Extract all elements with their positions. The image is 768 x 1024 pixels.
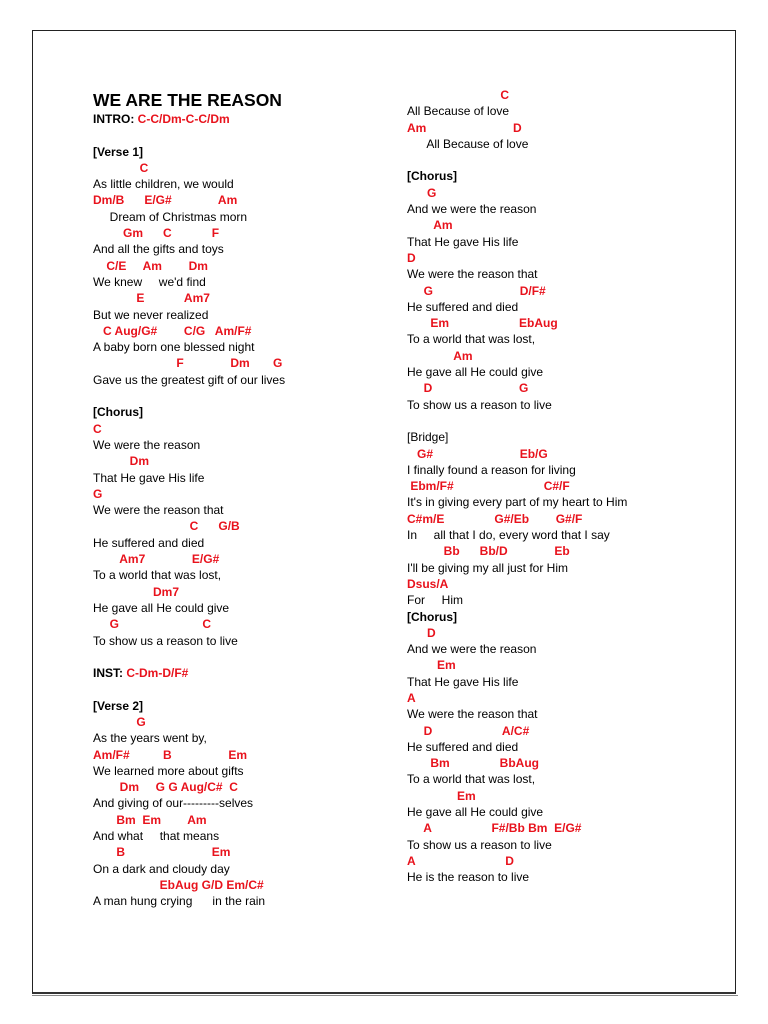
blank-line (93, 127, 393, 143)
lyric-line: As the years went by, (93, 731, 207, 746)
chord-line: Dsus/A (407, 576, 449, 591)
lyric-line: But we never realized (93, 307, 209, 322)
chord-line: Dm7 (93, 584, 180, 599)
chord-line: D (407, 250, 416, 265)
chord-line: C (93, 160, 149, 175)
left-column-lines (93, 111, 393, 910)
chord-line: A D (407, 853, 514, 868)
chord-line: A (407, 690, 416, 705)
blank-line (407, 152, 737, 168)
chord-line: EbAug G/D Em/C# (93, 877, 264, 892)
lyric-line: And what that means (93, 829, 220, 844)
lyric-line: All Because of love (407, 104, 510, 119)
lyric-line: He suffered and died (93, 535, 205, 550)
lyric-line: We were the reason that (93, 503, 224, 518)
chord-line: Bm Em Am (93, 812, 207, 827)
chord-line: Bm BbAug (407, 756, 540, 771)
chord-line: C (407, 88, 510, 102)
chord-line: Em (407, 658, 456, 673)
chord-line: Bb Bb/D Eb (407, 544, 570, 559)
lyric-line: And we were the reason (407, 642, 537, 657)
chord-line: D G (407, 381, 529, 396)
lyric-line: All Because of love (407, 136, 529, 151)
chord-line: Am (407, 218, 453, 233)
chord-line: Em EbAug (407, 316, 558, 331)
lyric-line: On a dark and cloudy day (93, 861, 230, 876)
lyric-line: To show us a reason to live (407, 837, 552, 852)
lyric-line: We learned more about gifts (93, 763, 244, 778)
chord-line: Dm G G Aug/C# C (93, 780, 238, 795)
chord-line: G (93, 486, 103, 501)
chord-line: Am/F# B Em (93, 747, 248, 762)
section-heading: [Verse 2] (93, 698, 144, 713)
lyric-line: We knew we'd find (93, 274, 206, 289)
lyric-line: We were the reason (93, 437, 201, 452)
lyric-line: He suffered and died (407, 299, 519, 314)
lyric-line: To show us a reason to live (407, 397, 552, 412)
chord-line: G (93, 714, 146, 729)
chord-line: G D/F# (407, 283, 546, 298)
lyric-line: He gave all He could give (407, 805, 544, 820)
blank-line (93, 388, 393, 404)
chord-line: G (407, 185, 437, 200)
instruction-line (93, 111, 393, 127)
lyric-line: It's in giving every part of my heart to Him (407, 495, 628, 510)
chord-line: G# Eb/G (407, 446, 548, 461)
chord-line: A F#/Bb Bm E/G# (407, 821, 582, 836)
lyric-line: A man hung crying in the rain (93, 894, 266, 909)
section-heading: [Verse 1] (93, 144, 144, 159)
lyric-line: I'll be giving my all just for Him (407, 560, 569, 575)
lyric-line: He is the reason to live (407, 870, 530, 885)
lyric-line: As little children, we would (93, 177, 234, 192)
chord-line: D (407, 625, 436, 640)
chord-line: C/E Am Dm (93, 258, 208, 273)
chord-line: Ebm/F# C#/F (407, 479, 570, 494)
blank-line (93, 649, 393, 665)
lyric-line: That He gave His life (407, 674, 519, 689)
section-heading: [Chorus] (93, 405, 143, 420)
lyric-line: Gave us the greatest gift of our lives (93, 372, 286, 387)
lyric-line: And all the gifts and toys (93, 242, 224, 257)
lyric-line: In all that I do, every word that I say (407, 528, 610, 543)
chord-line: B Em (93, 845, 231, 860)
section-heading: [Bridge] (407, 430, 449, 445)
right-column (407, 87, 737, 886)
lyric-line: He gave all He could give (93, 600, 230, 615)
lyric-line: We were the reason that (407, 267, 538, 282)
chord-line: Am (407, 348, 473, 363)
lyric-line: I finally found a reason for living (407, 462, 576, 477)
chord-line: C G/B (93, 519, 240, 534)
chord-line: D A/C# (407, 723, 530, 738)
chord-line: C (93, 421, 102, 436)
section-heading: [Chorus] (407, 169, 457, 184)
lyric-line: To a world that was lost, (93, 568, 222, 583)
chord-line: C Aug/G# C/G Am/F# (93, 323, 252, 338)
chord-line: Dm (93, 454, 150, 469)
song-title: WE ARE THE REASON (93, 90, 282, 110)
lyric-line: And giving of our---------selves (93, 796, 254, 811)
chord-line: C#m/E G#/Eb G#/F (407, 511, 583, 526)
lyric-line: Dream of Christmas morn (93, 209, 248, 224)
lyric-line: That He gave His life (93, 470, 205, 485)
lyric-line: To show us a reason to live (93, 633, 238, 648)
instruction-label: INTRO: (93, 112, 138, 126)
instruction-chords: C-Dm-D/F# (126, 666, 189, 681)
lyric-line: That He gave His life (407, 234, 519, 249)
lyric-line: We were the reason that (407, 707, 538, 722)
chord-line: F Dm G (93, 356, 283, 371)
page-bottom-edge (32, 995, 738, 996)
chord-line: Gm C F (93, 226, 220, 241)
lyric-line: To a world that was lost, (407, 772, 536, 787)
lyric-line: He gave all He could give (407, 365, 544, 380)
chord-line: G C (93, 617, 212, 632)
instruction-label: INST: (93, 666, 127, 681)
chord-line: Em (407, 788, 476, 803)
instruction-chords: C-C/Dm-C-C/Dm (137, 112, 230, 126)
instruction-line (93, 665, 393, 681)
chord-line: Am7 E/G# (93, 552, 220, 567)
lyric-line: For Him (407, 593, 463, 608)
section-heading: [Chorus] (407, 609, 457, 624)
chord-line: Dm/B E/G# Am (93, 193, 238, 208)
blank-line (407, 413, 737, 429)
blank-line (93, 681, 393, 697)
lyric-line: And we were the reason (407, 202, 537, 217)
lyric-line: A baby born one blessed night (93, 340, 255, 355)
lyric-line: He suffered and died (407, 739, 519, 754)
right-column-lines (407, 87, 737, 886)
chord-line: Am D (407, 120, 522, 135)
chord-line: E Am7 (93, 291, 210, 306)
left-column (93, 89, 393, 910)
lyric-line: To a world that was lost, (407, 332, 536, 347)
